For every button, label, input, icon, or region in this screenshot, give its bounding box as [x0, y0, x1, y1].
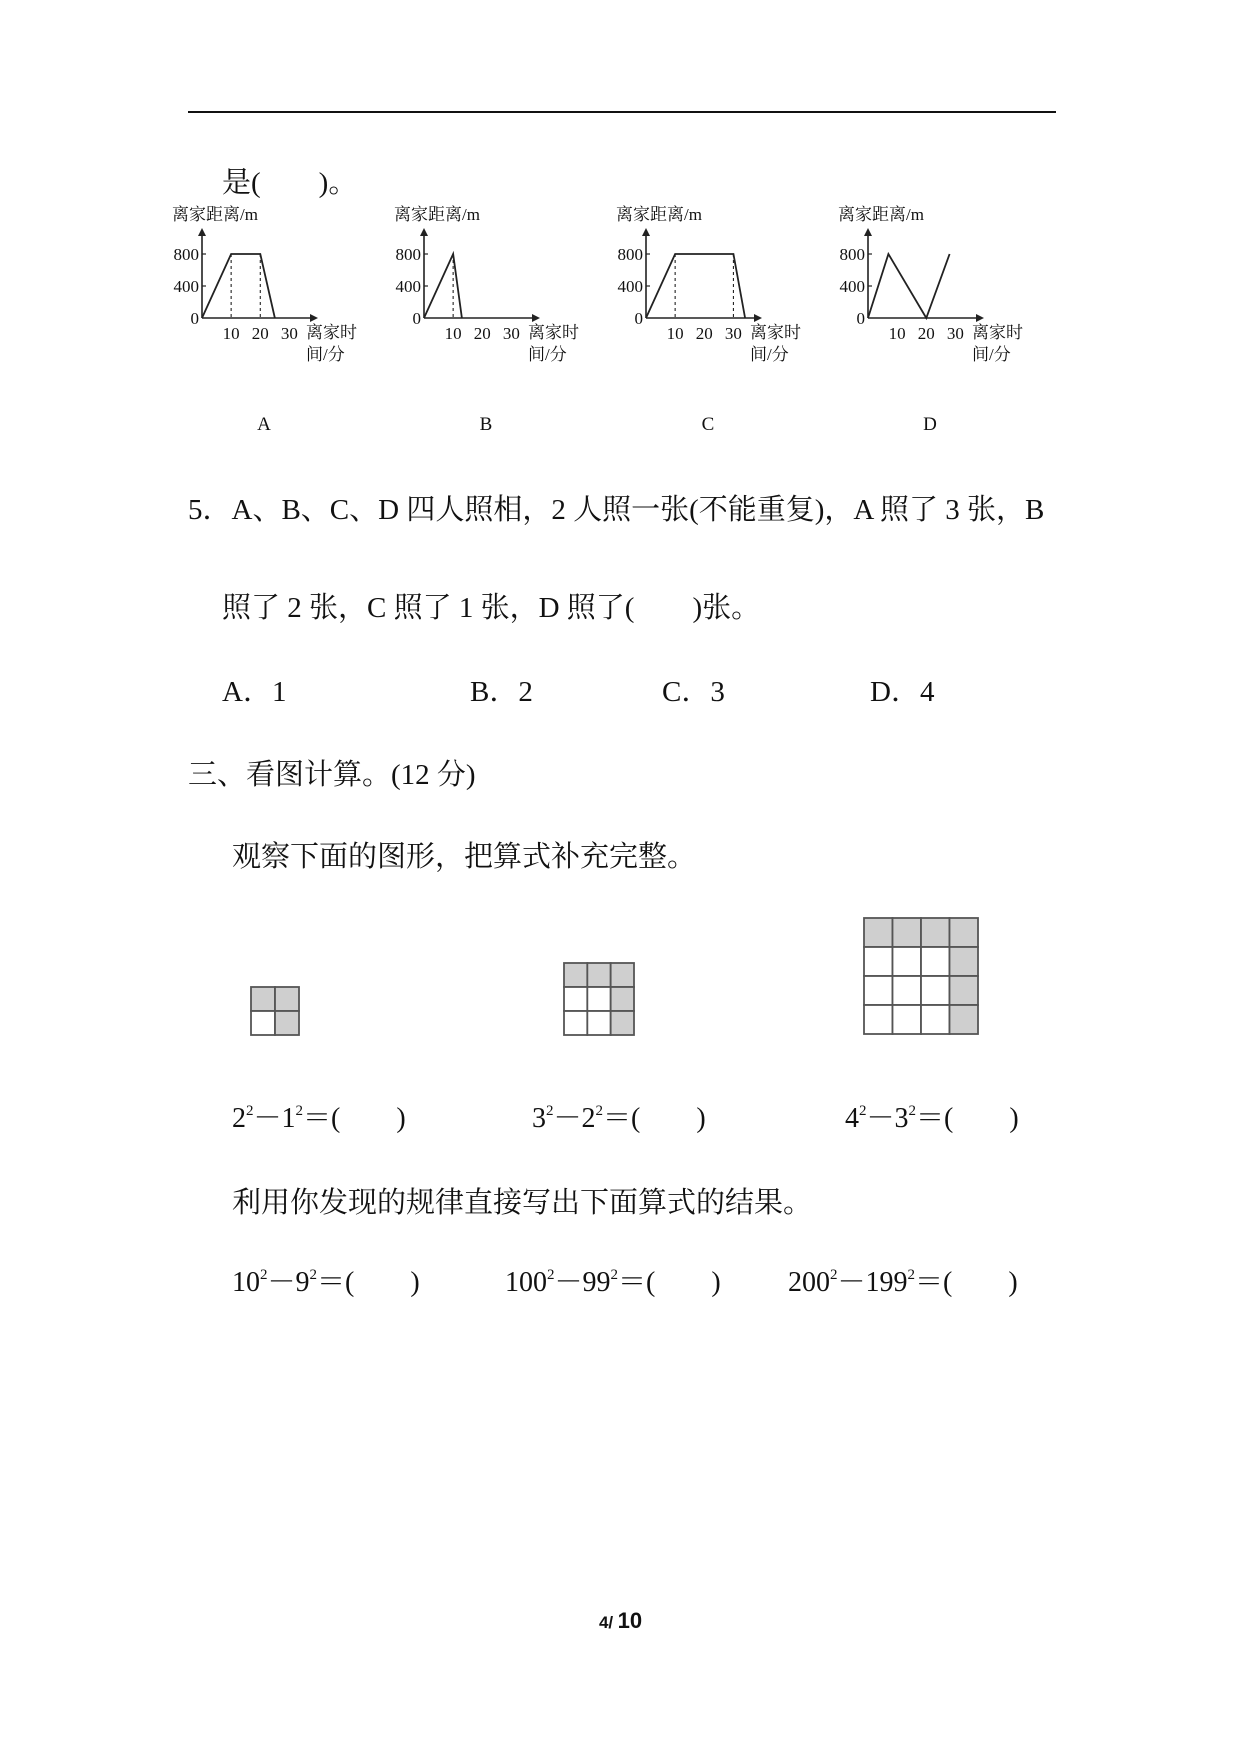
y-tick-label: 800	[617, 245, 643, 264]
question-4-tail: 是( )。	[222, 167, 358, 199]
y-tick-label: 800	[395, 245, 421, 264]
page-total: 10	[617, 1608, 643, 1633]
grid-cell-shaded	[950, 918, 979, 947]
series-line	[868, 254, 950, 318]
grid-cell	[893, 1005, 922, 1034]
square-grid-2	[250, 986, 300, 1036]
formula-100: $100^2-99^2=$( )	[505, 1267, 721, 1298]
x-tick-label: 10	[666, 324, 684, 343]
y-tick-label: 0	[856, 309, 865, 328]
x-axis-label-line1: 离家时	[972, 323, 1023, 342]
formula-3: $3^2-2^2=$( )	[532, 1103, 706, 1134]
grid-cell-shaded	[275, 987, 299, 1011]
grid-cell	[587, 987, 610, 1011]
grid-cell-shaded	[611, 987, 634, 1011]
x-tick-label: 20	[695, 324, 713, 343]
x-axis-label-line2: 间/分	[528, 345, 567, 364]
grid-cell	[921, 947, 950, 976]
square-grid-3	[563, 962, 635, 1036]
grid-cell	[893, 976, 922, 1005]
y-tick-label: 400	[839, 277, 865, 296]
x-tick-label: 10	[222, 324, 240, 343]
chart-a	[172, 205, 406, 440]
grid-cell	[564, 987, 587, 1011]
grid-cell-shaded	[864, 918, 893, 947]
chart-d	[838, 205, 1072, 440]
x-axis-label-line1: 离家时	[306, 323, 357, 342]
y-tick-label: 800	[839, 245, 865, 264]
x-tick-label: 10	[888, 324, 906, 343]
grid-cell	[251, 1011, 275, 1035]
x-axis-arrow	[976, 314, 984, 322]
page-current: 4/	[598, 1613, 614, 1632]
grid-cell-shaded	[587, 963, 610, 987]
y-tick-label: 800	[173, 245, 199, 264]
grid-cell-shaded	[921, 918, 950, 947]
chart-b	[394, 205, 628, 440]
x-axis-label-line1: 离家时	[528, 323, 579, 342]
x-axis-label-line2: 间/分	[750, 345, 789, 364]
grid-cell-shaded	[893, 918, 922, 947]
question-5-line2: 照了 2 张，C 照了 1 张，D 照了( )张。	[222, 592, 761, 624]
grid-cell	[864, 976, 893, 1005]
option-a: A．1	[222, 676, 287, 708]
page-number	[0, 1608, 1241, 1634]
option-c: C．3	[662, 676, 725, 708]
section-3-title: 三、看图计算。(12 分)	[188, 759, 476, 791]
option-d: D．4	[870, 676, 935, 708]
y-tick-label: 0	[190, 309, 199, 328]
formula-4: $4^2-3^2=$( )	[845, 1103, 1019, 1134]
grid-cell-shaded	[950, 1005, 979, 1034]
grid-cell-shaded	[251, 987, 275, 1011]
y-tick-label: 0	[634, 309, 643, 328]
chart-letter: A	[257, 414, 271, 435]
square-grid-4	[863, 917, 979, 1035]
x-tick-label: 30	[946, 324, 964, 343]
y-axis-label: 离家距离/m	[394, 205, 480, 224]
formula-2: $2^2-1^2=$( )	[232, 1103, 406, 1134]
y-tick-label: 400	[395, 277, 421, 296]
x-tick-label: 20	[473, 324, 491, 343]
section-3-instruction-2: 利用你发现的规律直接写出下面算式的结果。	[232, 1187, 813, 1219]
grid-cell-shaded	[950, 947, 979, 976]
y-axis-arrow	[642, 228, 650, 236]
y-axis-arrow	[864, 228, 872, 236]
grid-cell	[564, 1011, 587, 1035]
x-axis-label-line1: 离家时	[750, 323, 801, 342]
grid-cell-shaded	[564, 963, 587, 987]
x-axis-arrow	[310, 314, 318, 322]
y-axis-label: 离家距离/m	[172, 205, 258, 224]
chart-letter: B	[479, 414, 493, 435]
formula-200: $200^2-199^2=$( )	[788, 1267, 1018, 1298]
grid-cell	[893, 947, 922, 976]
grid-cell	[864, 947, 893, 976]
y-axis-arrow	[420, 228, 428, 236]
x-tick-label: 20	[251, 324, 269, 343]
x-axis-label-line2: 间/分	[306, 345, 345, 364]
grid-cell-shaded	[950, 976, 979, 1005]
chart-letter: D	[923, 414, 937, 435]
header-rule	[188, 111, 1056, 113]
x-tick-label: 10	[444, 324, 462, 343]
section-3-instruction: 观察下面的图形，把算式补充完整。	[232, 841, 697, 873]
y-tick-label: 0	[412, 309, 421, 328]
x-tick-label: 30	[502, 324, 520, 343]
y-axis-arrow	[198, 228, 206, 236]
y-tick-label: 400	[173, 277, 199, 296]
grid-cell	[864, 1005, 893, 1034]
x-axis-arrow	[754, 314, 762, 322]
option-b: B．2	[470, 676, 533, 708]
grid-cell	[587, 1011, 610, 1035]
x-tick-label: 30	[280, 324, 298, 343]
chart-letter: C	[701, 414, 715, 435]
series-line	[646, 254, 745, 318]
grid-cell-shaded	[275, 1011, 299, 1035]
x-axis-label-line2: 间/分	[972, 345, 1011, 364]
grid-cell-shaded	[611, 963, 634, 987]
grid-cell	[921, 976, 950, 1005]
x-tick-label: 30	[724, 324, 742, 343]
chart-c	[616, 205, 850, 440]
x-tick-label: 20	[917, 324, 935, 343]
grid-cell-shaded	[611, 1011, 634, 1035]
series-line	[202, 254, 275, 318]
y-axis-label: 离家距离/m	[616, 205, 702, 224]
question-5-line1: 5．A、B、C、D 四人照相，2 人照一张(不能重复)，A 照了 3 张，B	[188, 494, 1045, 526]
y-tick-label: 400	[617, 277, 643, 296]
y-axis-label: 离家距离/m	[838, 205, 924, 224]
series-line	[424, 254, 462, 318]
grid-cell	[921, 1005, 950, 1034]
formula-10: $10^2-9^2=$( )	[232, 1267, 420, 1298]
x-axis-arrow	[532, 314, 540, 322]
